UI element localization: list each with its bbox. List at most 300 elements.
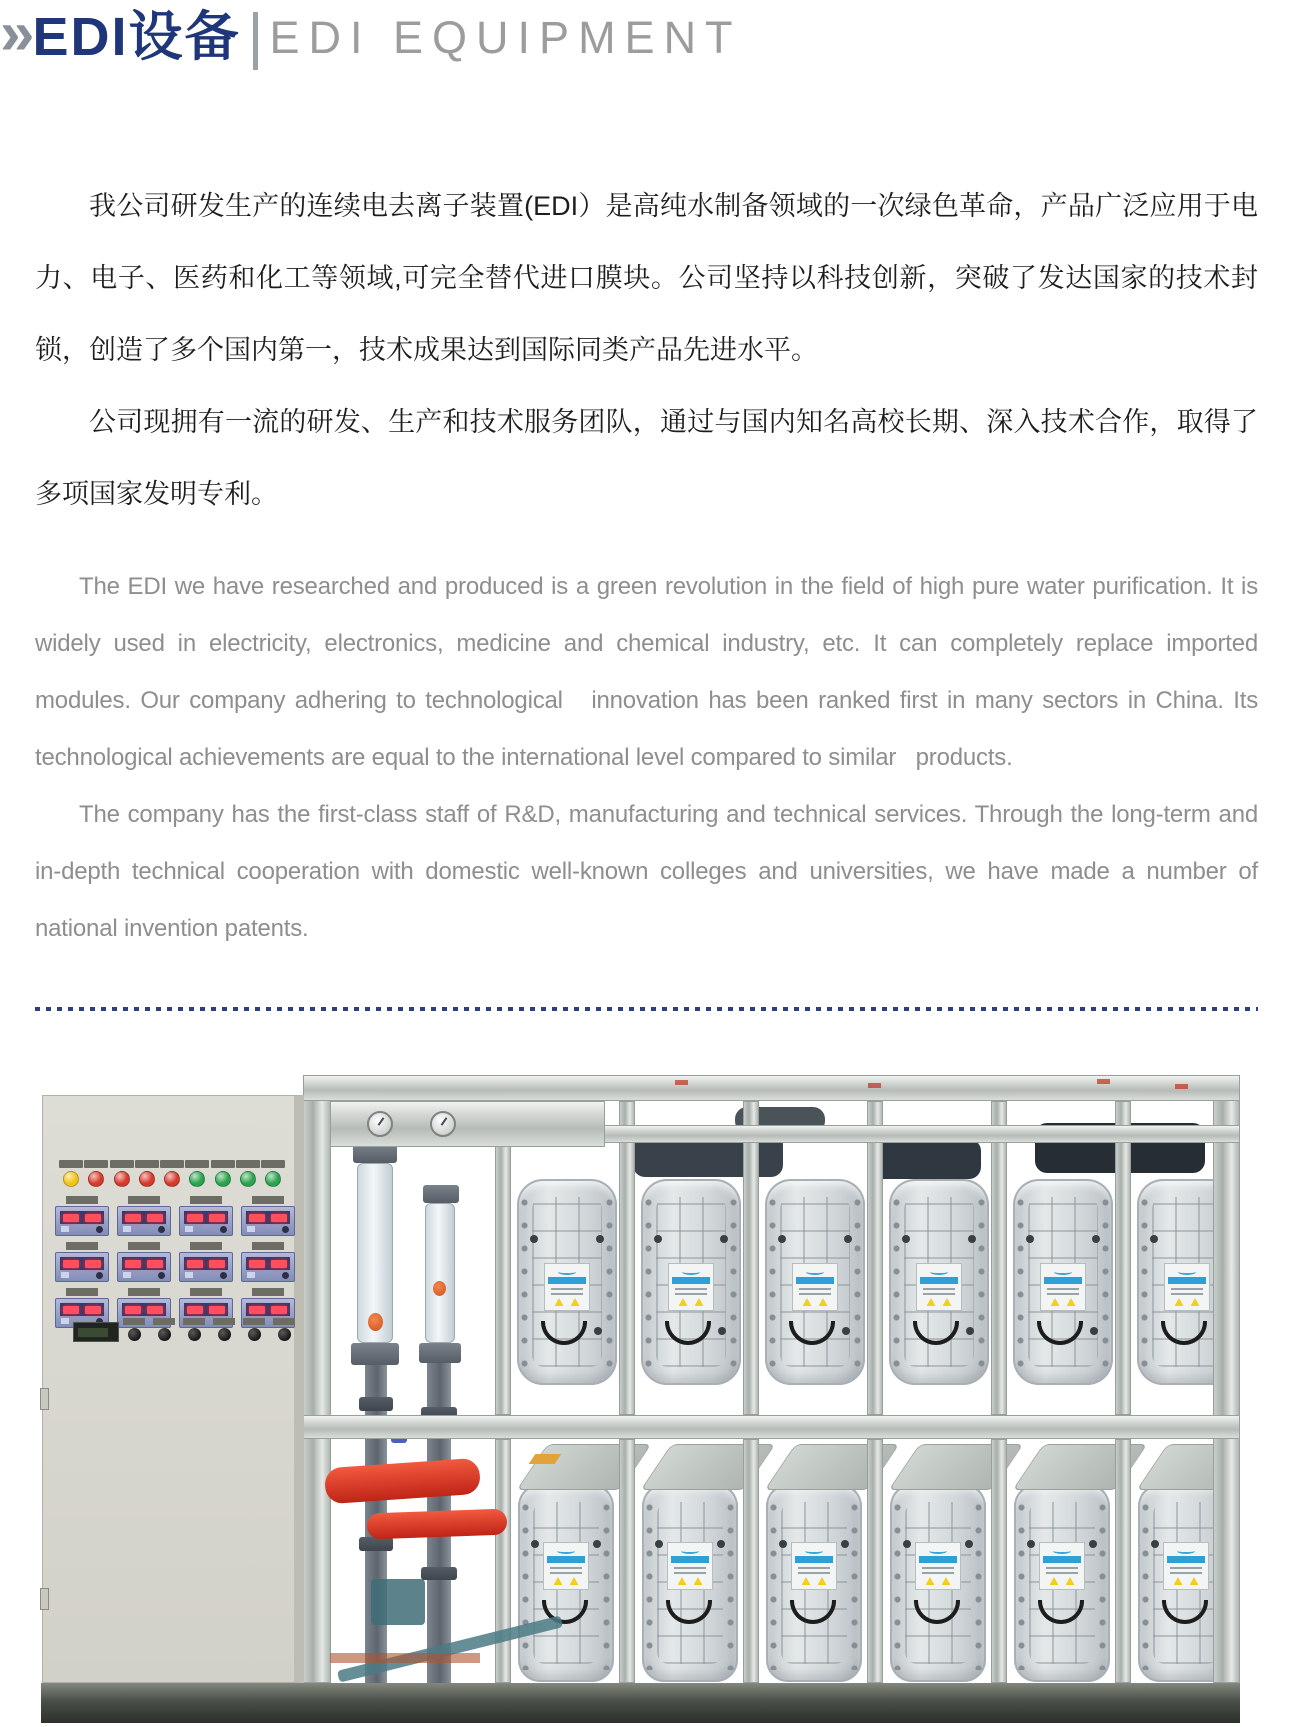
frame-post [867,1101,883,1415]
module-bolts-left [644,1191,653,1373]
meter-label-plate [128,1242,160,1250]
meter-label-plate [66,1242,98,1250]
module-label [791,1542,837,1590]
indicator-light [88,1171,104,1187]
label-text-line [551,1288,583,1290]
led-digit-group [125,1306,141,1314]
label-text-line [1047,1293,1079,1295]
edi-module [765,1179,865,1385]
label-logo-swoosh [930,1269,948,1275]
label-text-line [1171,1288,1203,1290]
label-warning-icons [544,1577,588,1585]
warning-triangle-icon [1174,1577,1183,1585]
led-digit-area [246,1257,290,1270]
warning-triangle-icon [818,1577,827,1585]
dotted-divider [35,1007,1258,1011]
pipe-union [421,1567,457,1580]
label-text-line [674,1567,706,1569]
edi-module [766,1484,862,1682]
led-digit-area [122,1303,166,1316]
edi-module [890,1484,986,1682]
led-digit-group [249,1260,265,1268]
edi-module [1013,1179,1113,1385]
label-logo-swoosh [1053,1548,1071,1554]
warning-triangle-icon [1191,1298,1200,1306]
label-logo-swoosh [1177,1548,1195,1554]
indicator-light-cell [261,1160,285,1187]
module-label [915,1542,961,1590]
led-digit-group [125,1214,141,1222]
label-text-line [1047,1288,1079,1290]
meter-button [247,1272,255,1278]
led-digit-area [184,1257,228,1270]
intro-section-zh [35,170,1258,530]
mini-display-screen [78,1328,108,1337]
knob-label-plate [123,1318,145,1325]
module-bolts-right [729,1191,738,1373]
panel-meter-cell [55,1196,109,1236]
warning-triangle-icon [1190,1577,1199,1585]
module-bolts-left [520,1191,529,1373]
label-blue-stripe [548,1277,586,1284]
panel-meter-cell [179,1242,233,1282]
frame-post [743,1439,759,1683]
label-text-line [1046,1567,1078,1569]
title-divider [253,12,258,70]
led-digit-group [249,1214,265,1222]
page-content [35,170,1265,1727]
led-digit-group [209,1306,225,1314]
meter-adjust-knob [158,1226,165,1233]
edi-module [889,1179,989,1385]
double-chevron-icon: » [0,0,29,68]
flowmeter-bottom-fitting [419,1343,461,1363]
page-header [0,0,1293,92]
module-bolts-right [977,1191,986,1373]
led-digit-group [85,1306,101,1314]
module-label [1164,1263,1210,1311]
label-text-line [675,1293,707,1295]
module-label [544,1263,590,1311]
module-bolts-right [726,1496,735,1670]
module-bolts-left [768,1191,777,1373]
label-blue-stripe [547,1556,585,1563]
module-bolts-right [853,1191,862,1373]
label-logo-swoosh [929,1548,947,1554]
label-blue-stripe [672,1277,710,1284]
control-knob [158,1328,171,1341]
warning-triangle-icon [942,1577,951,1585]
meter-button [185,1226,193,1232]
meter-label-plate [190,1242,222,1250]
warning-triangle-icon [679,1298,688,1306]
label-blue-stripe [795,1556,833,1563]
module-port [720,1235,728,1243]
module-port [968,1235,976,1243]
label-logo-swoosh [1178,1269,1196,1275]
label-warning-icons [792,1577,836,1585]
module-bolts-left [521,1496,530,1670]
indicator-light-cell [135,1160,159,1187]
control-knob-row [123,1318,295,1341]
meter-label-plate [252,1242,284,1250]
panel-meter-cell [241,1242,295,1282]
frame-post [619,1439,635,1683]
label-blue-stripe [919,1556,957,1563]
meter-button [61,1272,69,1278]
flowmeter-bottom-fitting [351,1343,399,1365]
label-warning-icons [793,1298,837,1306]
control-knob [278,1328,291,1341]
indicator-light-cell [59,1160,83,1187]
frame-post-outer-right [1213,1075,1240,1683]
meter-adjust-knob [282,1272,289,1279]
module-bolts-left [645,1496,654,1670]
flowmeter-float [433,1281,446,1296]
warning-triangle-icon [1175,1298,1184,1306]
indicator-label-plate [110,1160,134,1168]
warning-triangle-icon [927,1298,936,1306]
warning-triangle-icon [555,1298,564,1306]
warning-triangle-icon [1067,1298,1076,1306]
panel-meter-row [55,1242,295,1282]
pressure-gauge [430,1111,456,1137]
module-label [1040,1263,1086,1311]
flowmeter-top-fitting [423,1185,459,1203]
meter-label-plate [66,1288,98,1296]
frame-post [1115,1439,1131,1683]
label-text-line [922,1572,954,1574]
pressure-gauge [367,1111,393,1137]
panel-meter-row [55,1196,295,1236]
meter-label-plate [252,1196,284,1204]
indicator-label-plate [236,1160,260,1168]
warning-triangle-icon [943,1298,952,1306]
module-label [668,1263,714,1311]
frame-post [495,1101,511,1415]
knob-label-plate [243,1318,265,1325]
indicator-label-plate [185,1160,209,1168]
pipe-union [359,1397,393,1411]
gauge-needle [378,1117,385,1126]
warning-triangle-icon [571,1298,580,1306]
frame-post [495,1439,511,1683]
module-port [717,1540,725,1548]
label-logo-swoosh [805,1548,823,1554]
meter-button [61,1318,69,1324]
teal-pipe [371,1579,425,1625]
meter-label-plate [66,1196,98,1204]
knob-label-plate [273,1318,295,1325]
led-digit-area [60,1211,104,1224]
led-digit-area [60,1303,104,1316]
meter-button [61,1226,69,1232]
warning-triangle-icon [694,1577,703,1585]
meter-adjust-knob [158,1272,165,1279]
module-bolts-right [1098,1496,1107,1670]
indicator-label-plate [211,1160,235,1168]
module-port [965,1540,973,1548]
module-port [1092,1235,1100,1243]
label-blue-stripe [1168,1277,1206,1284]
gauge-plate [330,1101,605,1147]
led-digit-group [271,1306,287,1314]
edi-module [1014,1484,1110,1682]
panel-meter-cell [179,1196,233,1236]
label-logo-swoosh [681,1548,699,1554]
module-bolts-left [892,1191,901,1373]
meter-label-plate [190,1196,222,1204]
meter-adjust-knob [96,1226,103,1233]
control-knob-cell [273,1318,295,1341]
indicator-label-plate [59,1160,83,1168]
indicator-light-cell [211,1160,235,1187]
module-port [596,1235,604,1243]
panel-meter [241,1252,295,1282]
label-blue-stripe [1044,1277,1082,1284]
intro-paragraph-en-1: The EDI we have researched and produced is a green revolution in the field of high pure water purification. It is widely used in electricity, electronics, medicine and chemical industry, etc. It can completely replace imported modules. Our company adhering to technological innovation has been ranked first in many sectors in China. Its technological achievements are equal to the international level compared to similar products. [35,573,1265,771]
indicator-light-row [59,1160,285,1187]
valve-handle-red [367,1509,508,1540]
meter-button [185,1272,193,1278]
label-text-line [1171,1293,1203,1295]
frame-post [991,1101,1007,1415]
led-digit-area [122,1257,166,1270]
indicator-light-cell [160,1160,184,1187]
module-bolts-left [893,1496,902,1670]
led-digit-group [125,1260,141,1268]
indicator-light [139,1171,155,1187]
mini-display [73,1322,119,1342]
module-label [667,1542,713,1590]
control-knob [248,1328,261,1341]
intro-paragraph-zh-2: 公司现拥有一流的研发、生产和技术服务团队，通过与国内知名高校长期、深入技术合作，取得了多项国家发明专利。 [35,407,1258,509]
label-logo-swoosh [558,1269,576,1275]
led-digit-group [63,1306,79,1314]
label-text-line [799,1293,831,1295]
led-digit-group [187,1260,203,1268]
page-title-en: EDI EQUIPMENT [269,12,742,63]
panel-meter [241,1206,295,1236]
led-digit-group [209,1214,225,1222]
module-port [594,1327,602,1335]
label-blue-stripe [671,1556,709,1563]
panel-meter-cell [117,1242,171,1282]
label-blue-stripe [920,1277,958,1284]
label-blue-stripe [796,1277,834,1284]
label-warning-icons [1041,1298,1085,1306]
warning-triangle-icon [1066,1577,1075,1585]
module-bolts-right [602,1496,611,1670]
knob-label-plate [153,1318,175,1325]
meter-button [123,1272,131,1278]
module-port [530,1235,538,1243]
frame-post [619,1101,635,1415]
meter-adjust-knob [220,1272,227,1279]
warning-triangle-icon [819,1298,828,1306]
flow-meter-tube [425,1203,455,1343]
label-text-line [1170,1572,1202,1574]
orange-floor-mark [330,1653,480,1663]
module-bolts-right [605,1191,614,1373]
module-bolts-left [769,1496,778,1670]
meter-label-plate [190,1288,222,1296]
label-warning-icons [1040,1577,1084,1585]
valve-handle-red [324,1458,481,1505]
equipment-photo [35,1067,1240,1727]
knob-label-plate [213,1318,235,1325]
led-digit-area [122,1211,166,1224]
indicator-light [164,1171,180,1187]
module-port [1150,1235,1158,1243]
label-logo-swoosh [1054,1269,1072,1275]
pipe-union [359,1537,393,1551]
warning-triangle-icon [570,1577,579,1585]
warning-triangle-icon [803,1298,812,1306]
meter-button [247,1226,255,1232]
led-digit-group [85,1260,101,1268]
intro-section-en [35,558,1265,957]
module-label [916,1263,962,1311]
module-port [1089,1540,1097,1548]
indicator-light [189,1171,205,1187]
warning-triangle-icon [1050,1577,1059,1585]
frame-post [867,1439,883,1683]
meter-adjust-knob [220,1226,227,1233]
paint-mark [1175,1084,1188,1089]
warning-triangle-icon [1051,1298,1060,1306]
module-port [718,1327,726,1335]
background-manifold [871,1139,981,1179]
led-digit-area [184,1211,228,1224]
label-warning-icons [1165,1298,1209,1306]
led-digit-group [147,1260,163,1268]
paint-mark [675,1080,688,1085]
indicator-light-cell [110,1160,134,1187]
warning-triangle-icon [695,1298,704,1306]
indicator-light [265,1171,281,1187]
led-digit-group [187,1306,203,1314]
led-digit-area [246,1211,290,1224]
frame-post [1115,1101,1131,1415]
paint-mark [868,1083,881,1088]
flowmeter-float [368,1313,383,1331]
module-port [844,1235,852,1243]
module-label [792,1263,838,1311]
module-port [1090,1327,1098,1335]
edi-module [641,1179,741,1385]
label-warning-icons [668,1577,712,1585]
meter-button [123,1226,131,1232]
label-logo-swoosh [806,1269,824,1275]
module-label [1039,1542,1085,1590]
label-text-line [1046,1572,1078,1574]
meter-adjust-knob [282,1226,289,1233]
edi-module [517,1179,617,1385]
label-text-line [923,1293,955,1295]
control-cabinet [42,1095,304,1683]
module-port [902,1235,910,1243]
warning-triangle-icon [802,1577,811,1585]
indicator-label-plate [160,1160,184,1168]
led-digit-group [85,1214,101,1222]
label-text-line [1170,1567,1202,1569]
warning-triangle-icon [926,1577,935,1585]
module-port [655,1540,663,1548]
module-port [531,1540,539,1548]
panel-meter-cell [241,1196,295,1236]
panel-meter [55,1252,109,1282]
indicator-light-cell [236,1160,260,1187]
module-label [543,1542,589,1590]
indicator-light-cell [185,1160,209,1187]
module-port [654,1235,662,1243]
cabinet-hinge [40,1588,49,1610]
led-digit-area [184,1303,228,1316]
control-knob [218,1328,231,1341]
led-digit-area [60,1257,104,1270]
gauge-needle [441,1117,448,1126]
control-knob [188,1328,201,1341]
knob-label-plate [183,1318,205,1325]
panel-meter-cell [55,1242,109,1282]
frame-post [743,1101,759,1415]
label-logo-swoosh [682,1269,700,1275]
control-knob [128,1328,141,1341]
led-digit-group [271,1260,287,1268]
label-text-line [674,1572,706,1574]
led-digit-group [63,1260,79,1268]
module-port [778,1235,786,1243]
module-label [1163,1542,1209,1590]
label-text-line [798,1572,830,1574]
meter-label-plate [128,1196,160,1204]
control-knob-cell [153,1318,175,1341]
indicator-light [240,1171,256,1187]
label-warning-icons [917,1298,961,1306]
control-knob-cell [183,1318,205,1341]
cabinet-hinge [40,1388,49,1410]
meter-label-plate [128,1288,160,1296]
intro-paragraph-en-2: The company has the first-class staff of R&D, manufacturing and technical services. Through the long-term and in-depth technical cooperation with domestic well-known colleges and universities, we have made a number of national invention patents. [35,801,1265,942]
label-warning-icons [1164,1577,1208,1585]
led-digit-group [209,1260,225,1268]
label-text-line [675,1288,707,1290]
indicator-label-plate [135,1160,159,1168]
indicator-light [63,1171,79,1187]
label-logo-swoosh [557,1548,575,1554]
module-port [903,1540,911,1548]
module-port [966,1327,974,1335]
intro-paragraph-zh-1: 我公司研发生产的连续电去离子装置(EDI）是高纯水制备领域的一次绿色革命，产品广泛应用于电力、电子、医药和化工等领域,可完全替代进口膜块。公司坚持以科技创新，突破了发达国家的技术封锁，创造了多个国内第一，技术成果达到国际同类产品先进水平。 [35,191,1258,365]
module-bolts-right [974,1496,983,1670]
module-bolts-left [1017,1496,1026,1670]
led-digit-group [63,1214,79,1222]
control-knob-cell [243,1318,265,1341]
module-bolts-right [1101,1191,1110,1373]
led-digit-group [147,1214,163,1222]
indicator-label-plate [261,1160,285,1168]
meter-adjust-knob [96,1272,103,1279]
led-digit-group [187,1214,203,1222]
module-bolts-left [1016,1191,1025,1373]
warning-triangle-icon [554,1577,563,1585]
page-title-zh: EDI设备 [32,7,241,67]
panel-meter-cell [117,1196,171,1236]
label-text-line [550,1567,582,1569]
edi-module [642,1484,738,1682]
led-digit-area [246,1303,290,1316]
